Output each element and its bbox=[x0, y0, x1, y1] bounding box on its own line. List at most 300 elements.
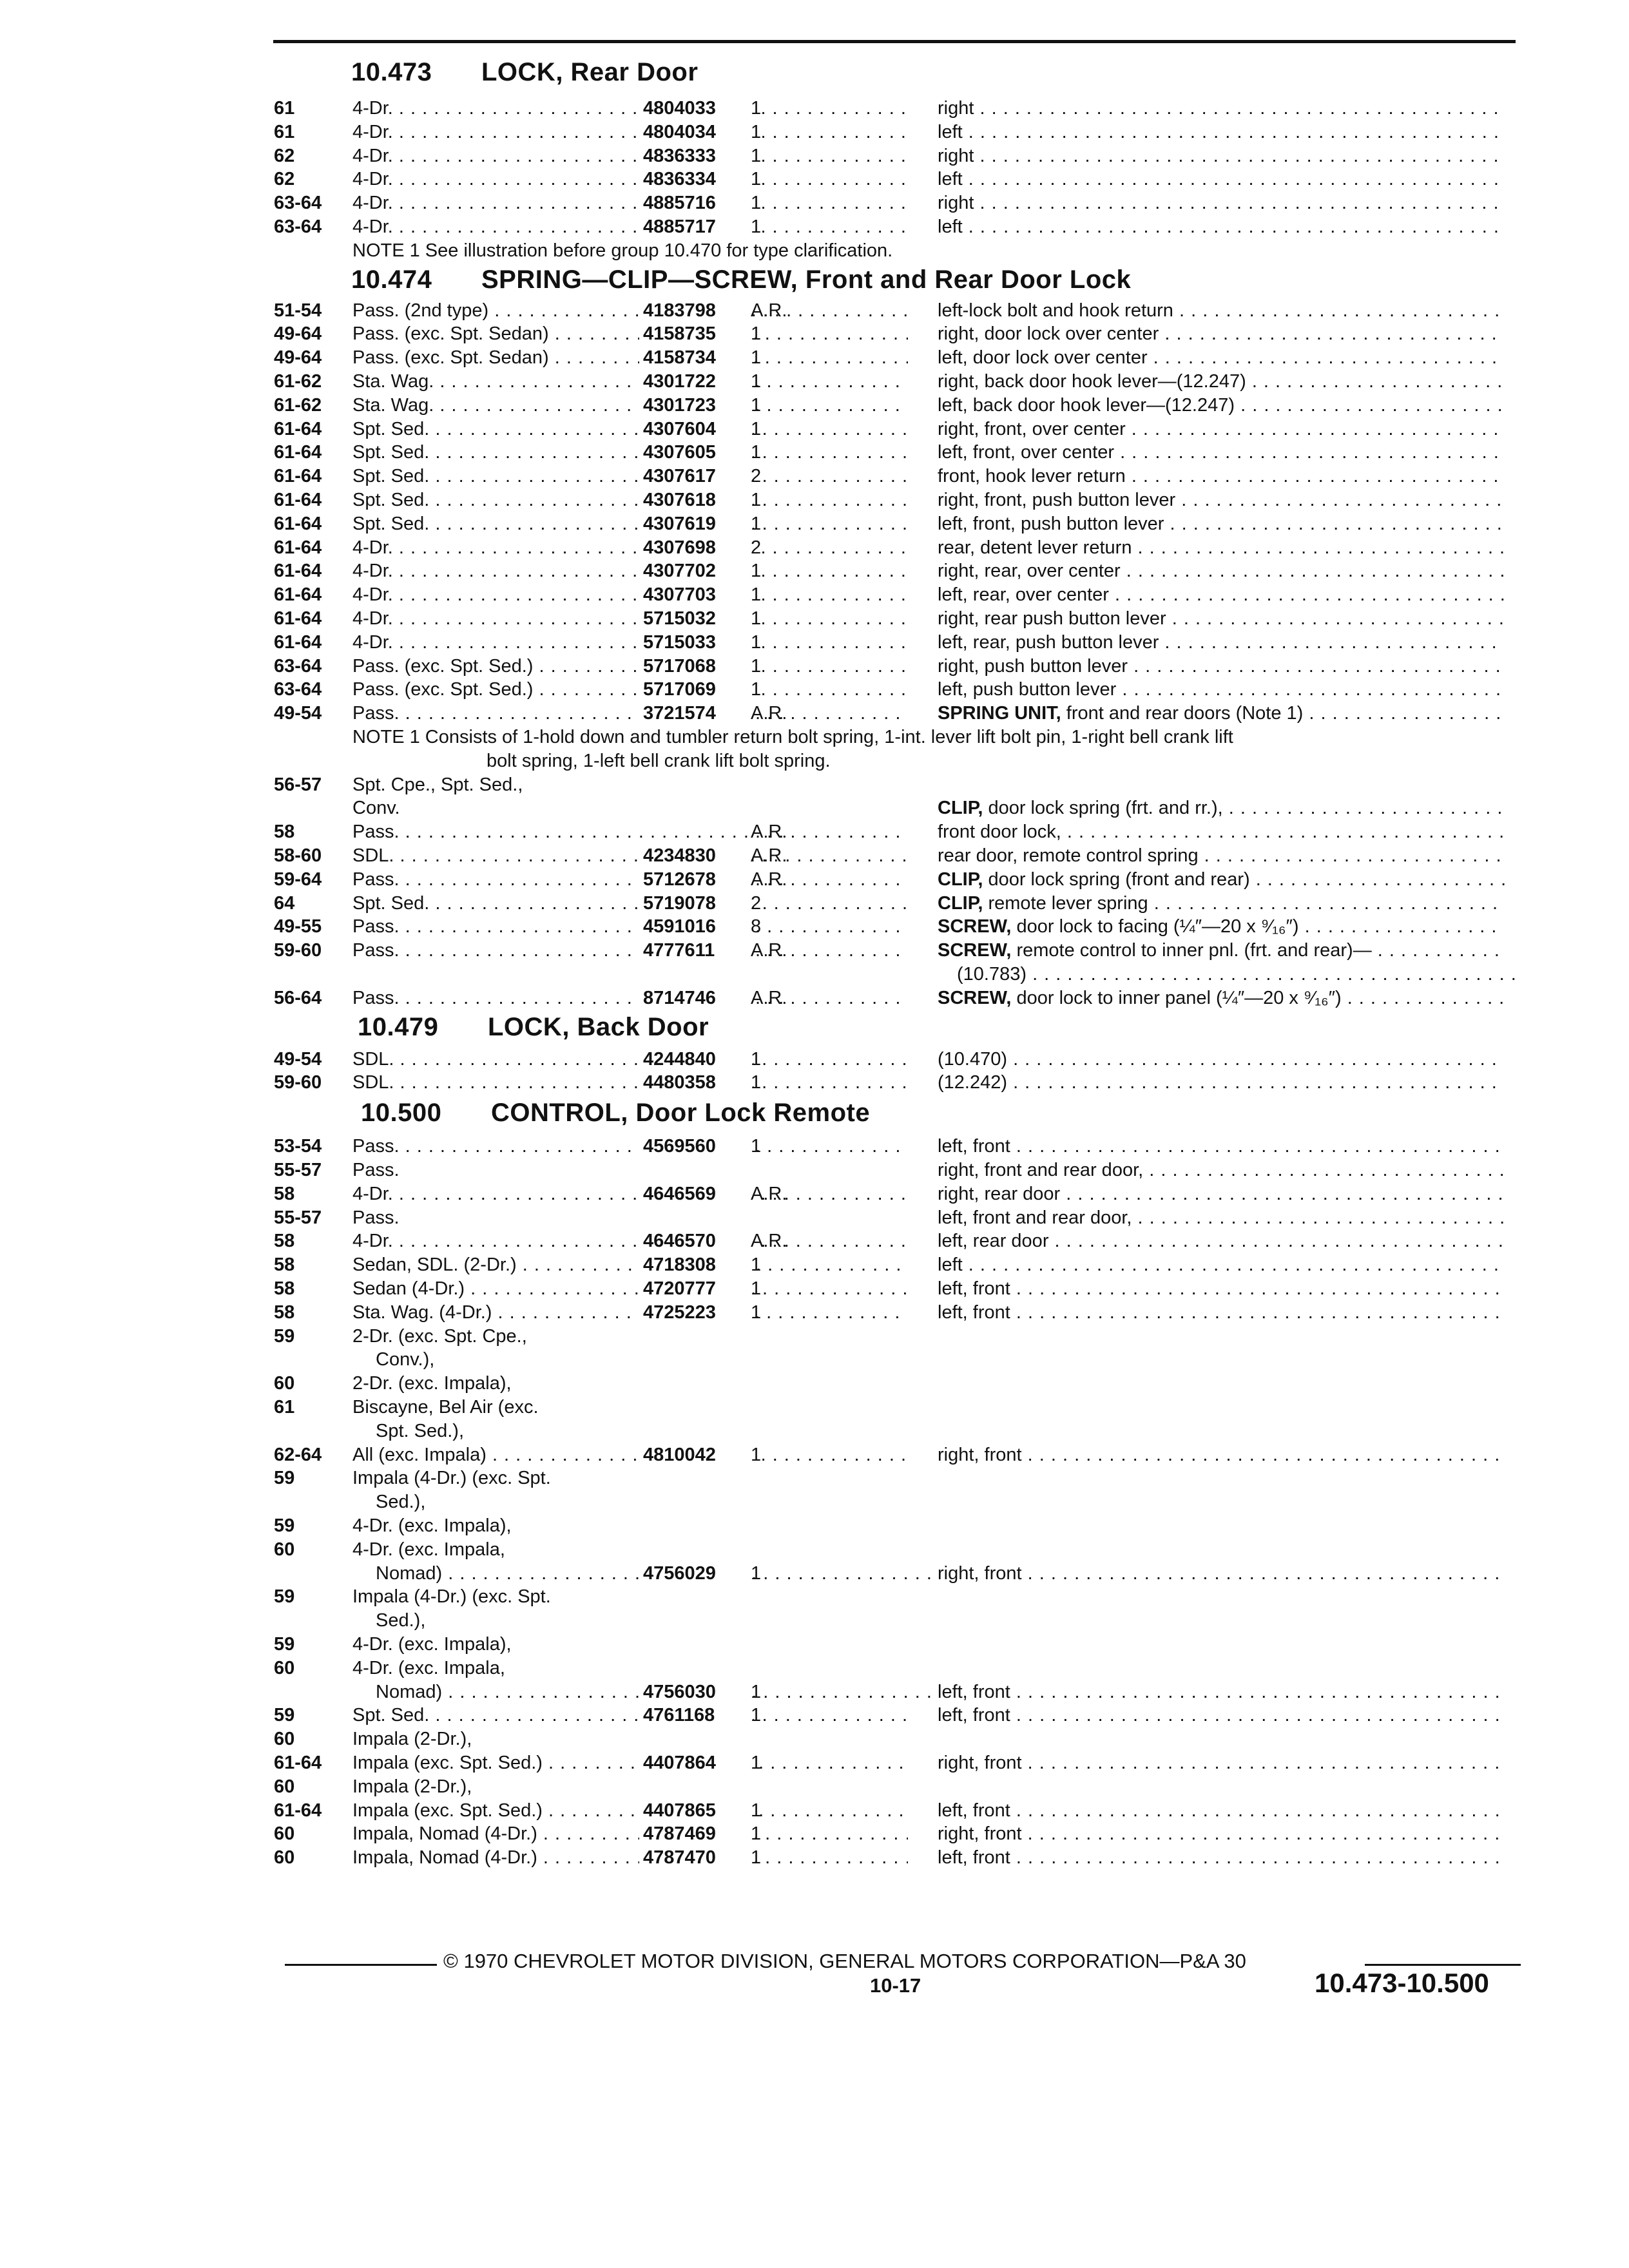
part-row bbox=[274, 1657, 1518, 1680]
part-row bbox=[274, 1585, 1518, 1608]
description bbox=[938, 512, 1505, 535]
quantity: 1 bbox=[751, 1847, 762, 1869]
model-years: 61 bbox=[274, 121, 295, 142]
quantity: 1 bbox=[751, 490, 762, 510]
description bbox=[938, 536, 1505, 559]
description bbox=[938, 844, 1505, 867]
description-text: (12.242) bbox=[938, 1072, 1008, 1093]
application: Impala, Nomad (4-Dr.) . . . bbox=[352, 1822, 908, 1845]
model-years: 61-64 bbox=[274, 513, 322, 534]
description-text: door lock to inner panel (¼″—20 x ⁹⁄₁₆″) bbox=[1011, 987, 1342, 1008]
part-number: 4307605 bbox=[639, 441, 753, 464]
part-number: 4885716 bbox=[639, 191, 753, 215]
part-row bbox=[274, 144, 1518, 168]
part-number: 4810042 bbox=[639, 1443, 753, 1466]
description-text: left bbox=[938, 216, 963, 237]
description bbox=[938, 583, 1505, 606]
description-text: right bbox=[938, 193, 974, 214]
part-row bbox=[274, 678, 1518, 701]
description bbox=[938, 441, 1505, 464]
description bbox=[938, 963, 1524, 986]
description-text: right, front bbox=[938, 1823, 1022, 1845]
application: Pass. . . . bbox=[352, 915, 908, 938]
description-text: left, front, over center bbox=[938, 442, 1115, 463]
model-years: 49-64 bbox=[274, 323, 322, 345]
model-years: 59-60 bbox=[274, 1072, 322, 1093]
part-row bbox=[274, 346, 1518, 369]
part-row bbox=[274, 1419, 1518, 1443]
description bbox=[938, 1182, 1505, 1206]
part-row bbox=[274, 1135, 1518, 1158]
part-row bbox=[274, 1751, 1518, 1774]
part-number: 4777611 bbox=[639, 939, 753, 962]
part-number: 4756030 bbox=[639, 1680, 753, 1704]
description-keyword: CLIP, bbox=[938, 798, 983, 819]
part-row bbox=[274, 536, 1518, 559]
application: Sedan, SDL. (2-Dr.) . . . bbox=[352, 1253, 908, 1276]
description-keyword: CLIP, bbox=[938, 869, 983, 890]
model-years: 59 bbox=[274, 1468, 295, 1489]
application: Sta. Wag. (4-Dr.) . . . bbox=[352, 1301, 908, 1324]
part-row bbox=[274, 655, 1518, 678]
part-row bbox=[274, 559, 1518, 582]
part-number: 4158734 bbox=[639, 346, 753, 369]
description-text: front and rear doors (Note 1) bbox=[1061, 703, 1304, 724]
application: Pass. . . . bbox=[352, 1135, 908, 1158]
quantity: A.R. bbox=[751, 940, 787, 961]
section-number: 10.500 bbox=[361, 1099, 442, 1128]
part-row bbox=[274, 1538, 1518, 1561]
part-row bbox=[274, 892, 1518, 915]
application: 4-Dr. . . . bbox=[352, 191, 908, 215]
quantity: 1 bbox=[751, 631, 762, 653]
application: Spt. Sed. . . . bbox=[352, 441, 908, 464]
description bbox=[938, 1048, 1505, 1071]
description-text: door lock spring (front and rear) bbox=[983, 869, 1250, 890]
model-years: 59-60 bbox=[274, 940, 322, 961]
quantity: A.R. bbox=[751, 703, 787, 724]
part-number: 4183798 bbox=[639, 299, 753, 322]
part-row bbox=[274, 1822, 1518, 1845]
quantity: 1 bbox=[751, 561, 762, 582]
quantity: 1 bbox=[751, 1562, 762, 1584]
model-years: 58 bbox=[274, 1302, 295, 1323]
description-text: left bbox=[938, 169, 963, 190]
part-row bbox=[274, 394, 1518, 417]
description-keyword: SCREW, bbox=[938, 987, 1012, 1008]
model-years: 55-57 bbox=[274, 1160, 322, 1180]
part-row bbox=[274, 1727, 1518, 1751]
application: 4-Dr. . . . bbox=[352, 168, 908, 191]
quantity: A.R. bbox=[751, 845, 787, 866]
application: Spt. Sed. . . . bbox=[352, 418, 908, 441]
model-years: 60 bbox=[274, 1847, 295, 1869]
description-text: front, hook lever return bbox=[938, 466, 1126, 487]
description bbox=[938, 702, 1505, 725]
section-title: LOCK, Rear Door bbox=[481, 58, 699, 86]
part-number: 4244840 bbox=[639, 1048, 753, 1071]
part-row bbox=[274, 418, 1518, 441]
model-years: 55-57 bbox=[274, 1207, 322, 1228]
application: SDL. . . . bbox=[352, 844, 908, 867]
description-text: right, door lock over center bbox=[938, 323, 1159, 345]
part-number: 5719078 bbox=[639, 892, 753, 915]
part-number: 4836333 bbox=[639, 144, 753, 168]
description-text: left, front bbox=[938, 1705, 1010, 1726]
description-text: right bbox=[938, 145, 974, 166]
section-heading bbox=[351, 58, 698, 86]
model-years: 61-64 bbox=[274, 537, 322, 558]
part-row bbox=[274, 1182, 1518, 1206]
model-years: 63-64 bbox=[274, 193, 322, 214]
description-text: left, front bbox=[938, 1847, 1010, 1869]
part-row bbox=[274, 120, 1518, 144]
part-number: 5717068 bbox=[639, 655, 753, 678]
part-number: 4787470 bbox=[639, 1846, 753, 1869]
quantity: 1 bbox=[751, 608, 762, 629]
part-row bbox=[274, 97, 1518, 120]
quantity: 2 bbox=[751, 537, 762, 558]
application: All (exc. Impala) . . . bbox=[352, 1443, 908, 1466]
description-text: front door lock, bbox=[938, 822, 1061, 843]
application: 4-Dr. . . . bbox=[352, 1182, 908, 1206]
description bbox=[938, 915, 1505, 938]
model-years: 61-64 bbox=[274, 466, 322, 487]
footer-rule-right bbox=[1365, 1964, 1521, 1966]
application: Sta. Wag. . . . bbox=[352, 394, 908, 417]
part-row bbox=[274, 441, 1518, 464]
application: Impala (2-Dr.), bbox=[352, 1729, 472, 1750]
description-text: right, front bbox=[938, 1753, 1022, 1773]
application: Sedan (4-Dr.) . . . bbox=[352, 1277, 908, 1300]
description bbox=[938, 1071, 1505, 1094]
application: Spt. Cpe., Spt. Sed., bbox=[352, 774, 523, 795]
model-years: 61-64 bbox=[274, 631, 322, 653]
description-text: left, rear, over center bbox=[938, 584, 1109, 606]
application: Spt. Sed.), bbox=[376, 1420, 465, 1441]
description bbox=[938, 892, 1505, 915]
description bbox=[938, 488, 1505, 512]
application: Conv.), bbox=[376, 1349, 435, 1370]
application: Spt. Sed. . . . bbox=[352, 465, 908, 488]
part-number: 4591016 bbox=[639, 915, 753, 938]
description bbox=[938, 631, 1505, 654]
description bbox=[938, 465, 1505, 488]
description bbox=[938, 168, 1505, 191]
description-keyword: SPRING UNIT, bbox=[938, 703, 1061, 724]
quantity: 1 bbox=[751, 1753, 762, 1773]
part-row bbox=[274, 607, 1518, 630]
part-row bbox=[274, 1680, 1518, 1704]
model-years: 58 bbox=[274, 822, 295, 843]
quantity: A.R. bbox=[751, 987, 787, 1008]
application: Impala (exc. Spt. Sed.) . . . bbox=[352, 1799, 908, 1822]
description bbox=[938, 559, 1505, 582]
part-row bbox=[274, 1372, 1518, 1395]
part-number: 8714746 bbox=[639, 986, 753, 1010]
quantity: A.R. bbox=[751, 822, 787, 843]
part-number: 4718308 bbox=[639, 1253, 753, 1276]
part-row bbox=[274, 844, 1518, 867]
part-row bbox=[274, 512, 1518, 535]
model-years: 64 bbox=[274, 892, 295, 914]
quantity: 1 bbox=[751, 513, 762, 534]
model-years: 61-64 bbox=[274, 442, 322, 463]
quantity: 1 bbox=[751, 1705, 762, 1726]
group-range: 10.473-10.500 bbox=[1315, 1968, 1489, 1998]
part-row bbox=[274, 1799, 1518, 1822]
quantity: 1 bbox=[751, 98, 762, 119]
description bbox=[938, 346, 1505, 369]
part-number: 4885717 bbox=[639, 215, 753, 238]
model-years: 59 bbox=[274, 1705, 295, 1726]
description-text: left, rear door bbox=[938, 1231, 1049, 1252]
description bbox=[938, 820, 1505, 843]
quantity: 1 bbox=[751, 193, 762, 214]
application: Conv. bbox=[352, 798, 400, 819]
model-years: 49-64 bbox=[274, 347, 322, 369]
description bbox=[938, 1135, 1505, 1158]
application: Pass. (exc. Spt. Sedan) . . . bbox=[352, 346, 908, 369]
application: Spt. Sed. . . . bbox=[352, 512, 908, 535]
model-years: 62-64 bbox=[274, 1444, 322, 1465]
part-number: 4804034 bbox=[639, 120, 753, 144]
description-text: (10.783) bbox=[957, 964, 1027, 985]
description-text: right, rear door bbox=[938, 1183, 1061, 1204]
model-years: 61 bbox=[274, 1397, 295, 1418]
model-years: 59 bbox=[274, 1325, 295, 1347]
application: 2-Dr. (exc. Spt. Cpe., bbox=[352, 1325, 527, 1347]
application: Pass. (exc. Spt. Sedan) . . . bbox=[352, 322, 908, 345]
description-text: left, front and rear door, bbox=[938, 1207, 1132, 1228]
description-text: left, front bbox=[938, 1302, 1010, 1323]
section-number: 10.473 bbox=[351, 58, 432, 86]
application: 2-Dr. (exc. Impala), bbox=[352, 1373, 512, 1394]
part-number: 4307618 bbox=[639, 488, 753, 512]
application: Spt. Sed. . . . bbox=[352, 1704, 908, 1727]
model-years: 56-57 bbox=[274, 774, 322, 795]
description-text: right, back door hook lever—(12.247) bbox=[938, 371, 1246, 392]
model-years: 53-54 bbox=[274, 1136, 322, 1157]
part-row bbox=[274, 322, 1518, 345]
application: 4-Dr. . . . bbox=[352, 607, 908, 630]
part-row bbox=[274, 1277, 1518, 1300]
application: Pass. . . . bbox=[352, 820, 908, 843]
part-row bbox=[274, 583, 1518, 606]
application: Spt. Sed. . . . bbox=[352, 488, 908, 512]
description bbox=[938, 1206, 1505, 1229]
model-years: 58 bbox=[274, 1254, 295, 1276]
description-text: right, front bbox=[938, 1444, 1022, 1465]
quantity: 1 bbox=[751, 442, 762, 463]
description bbox=[938, 418, 1505, 441]
description-text: remote control to inner pnl. (frt. and rear)— bbox=[1011, 940, 1372, 961]
model-years: 61-64 bbox=[274, 561, 322, 582]
part-row bbox=[274, 1396, 1518, 1419]
quantity: 1 bbox=[751, 679, 762, 700]
model-years: 60 bbox=[274, 1823, 295, 1845]
application: Spt. Sed. . . . bbox=[352, 892, 908, 915]
description bbox=[938, 1562, 1505, 1585]
quantity: 1 bbox=[751, 584, 762, 606]
application: 4-Dr. (exc. Impala), bbox=[352, 1634, 512, 1655]
description-text: left, front, push button lever bbox=[938, 513, 1164, 534]
description bbox=[938, 1158, 1505, 1182]
model-years: 49-54 bbox=[274, 1048, 322, 1070]
description-text: right bbox=[938, 98, 974, 119]
application: Impala, Nomad (4-Dr.) . . . bbox=[352, 1846, 908, 1869]
application: 4-Dr. (exc. Impala), bbox=[352, 1515, 512, 1536]
part-number: 4787469 bbox=[639, 1822, 753, 1845]
section-title: SPRING—CLIP—SCREW, Front and Rear Door Lock bbox=[481, 265, 1132, 294]
part-number: 4301722 bbox=[639, 370, 753, 393]
model-years: 51-54 bbox=[274, 300, 322, 321]
description bbox=[938, 1301, 1505, 1324]
description bbox=[938, 144, 1505, 168]
note-text: bolt spring, 1-left bell crank lift bolt spring. bbox=[487, 750, 831, 771]
quantity: 1 bbox=[751, 323, 762, 345]
application: 4-Dr. (exc. Impala, bbox=[352, 1657, 505, 1678]
part-row bbox=[274, 939, 1518, 962]
description bbox=[938, 1751, 1505, 1774]
part-row bbox=[274, 796, 1518, 820]
part-number: 4569560 bbox=[639, 1135, 753, 1158]
application: SDL. . . . bbox=[352, 1071, 908, 1094]
part-row bbox=[274, 488, 1518, 512]
quantity: 1 bbox=[751, 1302, 762, 1323]
model-years: 61-64 bbox=[274, 490, 322, 510]
description-text: right, rear push button lever bbox=[938, 608, 1166, 629]
description-text: right, front and rear door, bbox=[938, 1160, 1144, 1180]
part-number: 4761168 bbox=[639, 1704, 753, 1727]
description bbox=[938, 1680, 1505, 1704]
description bbox=[938, 678, 1505, 701]
part-row bbox=[274, 631, 1518, 654]
application: Pass. . . . bbox=[352, 702, 908, 725]
quantity: 1 bbox=[751, 418, 762, 439]
application: 4-Dr. . . . bbox=[352, 559, 908, 582]
description bbox=[938, 1229, 1505, 1253]
part-number: 4646569 bbox=[639, 1182, 753, 1206]
part-row bbox=[274, 1348, 1518, 1371]
section-heading bbox=[361, 1099, 870, 1127]
application: 4-Dr. . . . bbox=[352, 1229, 908, 1253]
application: 4-Dr. (exc. Impala, bbox=[352, 1539, 505, 1560]
part-number: 4307698 bbox=[639, 536, 753, 559]
quantity: 1 bbox=[751, 1072, 762, 1093]
model-years: 60 bbox=[274, 1539, 295, 1560]
part-row bbox=[274, 1633, 1518, 1656]
description bbox=[938, 215, 1505, 238]
model-years: 61-64 bbox=[274, 1800, 322, 1821]
part-row bbox=[274, 1253, 1518, 1276]
description bbox=[938, 796, 1505, 820]
part-number: 4646570 bbox=[639, 1229, 753, 1253]
description bbox=[938, 322, 1505, 345]
model-years: 60 bbox=[274, 1373, 295, 1394]
description-text: rear door, remote control spring bbox=[938, 845, 1199, 866]
model-years: 61 bbox=[274, 98, 295, 119]
model-years: 49-55 bbox=[274, 916, 322, 937]
quantity: A.R. bbox=[751, 869, 787, 890]
description bbox=[938, 1443, 1505, 1466]
description bbox=[938, 1822, 1505, 1845]
part-row bbox=[274, 299, 1518, 322]
part-row bbox=[274, 1325, 1518, 1348]
application: Sta. Wag. . . . bbox=[352, 370, 908, 393]
model-years: 59 bbox=[274, 1515, 295, 1536]
model-years: 58 bbox=[274, 1231, 295, 1252]
quantity: A.R. bbox=[751, 300, 787, 321]
quantity: 1 bbox=[751, 1278, 762, 1299]
description-text: right, push button lever bbox=[938, 655, 1128, 677]
description bbox=[938, 120, 1505, 144]
quantity: 2 bbox=[751, 892, 762, 914]
part-row bbox=[274, 370, 1518, 393]
description-keyword: SCREW, bbox=[938, 940, 1012, 961]
description bbox=[938, 868, 1505, 891]
application: Pass. (exc. Spt. Sed.) . . . bbox=[352, 678, 908, 701]
part-number: 4720777 bbox=[639, 1277, 753, 1300]
description-keyword: CLIP, bbox=[938, 892, 983, 914]
description-text: left, front bbox=[938, 1278, 1010, 1299]
description bbox=[938, 97, 1505, 120]
description-text: left, front bbox=[938, 1800, 1010, 1821]
part-number: 3721574 bbox=[639, 702, 753, 725]
part-row bbox=[274, 215, 1518, 238]
application: Pass. . . . bbox=[352, 939, 908, 962]
footer-rule-left bbox=[285, 1964, 437, 1966]
part-row bbox=[274, 1775, 1518, 1798]
part-number: 4234830 bbox=[639, 844, 753, 867]
application: Biscayne, Bel Air (exc. bbox=[352, 1397, 539, 1418]
part-number: 4725223 bbox=[639, 1301, 753, 1324]
application: Sed.), bbox=[376, 1610, 426, 1631]
model-years: 61-62 bbox=[274, 371, 322, 392]
quantity: 1 bbox=[751, 1254, 762, 1276]
part-number: 4480358 bbox=[639, 1071, 753, 1094]
part-row bbox=[274, 1609, 1518, 1632]
description-text: left-lock bolt and hook return bbox=[938, 300, 1173, 321]
model-years: 62 bbox=[274, 169, 295, 190]
note-text: NOTE 1 Consists of 1-hold down and tumbler return bolt spring, 1-int. lever lift bolt pin, 1-right bell crank lift bbox=[352, 727, 1233, 747]
part-number: 5717069 bbox=[639, 678, 753, 701]
description bbox=[938, 939, 1505, 962]
application: Pass. (2nd type) . . . bbox=[352, 299, 908, 322]
quantity: 1 bbox=[751, 216, 762, 237]
application: Nomad) . . . bbox=[352, 1562, 931, 1585]
description-text: left, push button lever bbox=[938, 679, 1117, 700]
application: Impala (4-Dr.) (exc. Spt. bbox=[352, 1468, 551, 1489]
part-row bbox=[274, 868, 1518, 891]
part-row bbox=[274, 1466, 1518, 1490]
part-row bbox=[274, 773, 1518, 796]
part-row bbox=[274, 168, 1518, 191]
model-years: 62 bbox=[274, 145, 295, 166]
part-number: 5715033 bbox=[639, 631, 753, 654]
model-years: 59-64 bbox=[274, 869, 322, 890]
model-years: 61-64 bbox=[274, 1753, 322, 1773]
application: Pass. . . . bbox=[352, 986, 908, 1010]
model-years: 63-64 bbox=[274, 679, 322, 700]
model-years: 63-64 bbox=[274, 655, 322, 677]
application: Pass. bbox=[352, 1207, 400, 1228]
application: 4-Dr. . . . bbox=[352, 215, 908, 238]
part-row bbox=[274, 1206, 1518, 1229]
description-text: left bbox=[938, 121, 963, 142]
application: Nomad) . . . bbox=[352, 1680, 931, 1704]
description bbox=[938, 986, 1505, 1010]
